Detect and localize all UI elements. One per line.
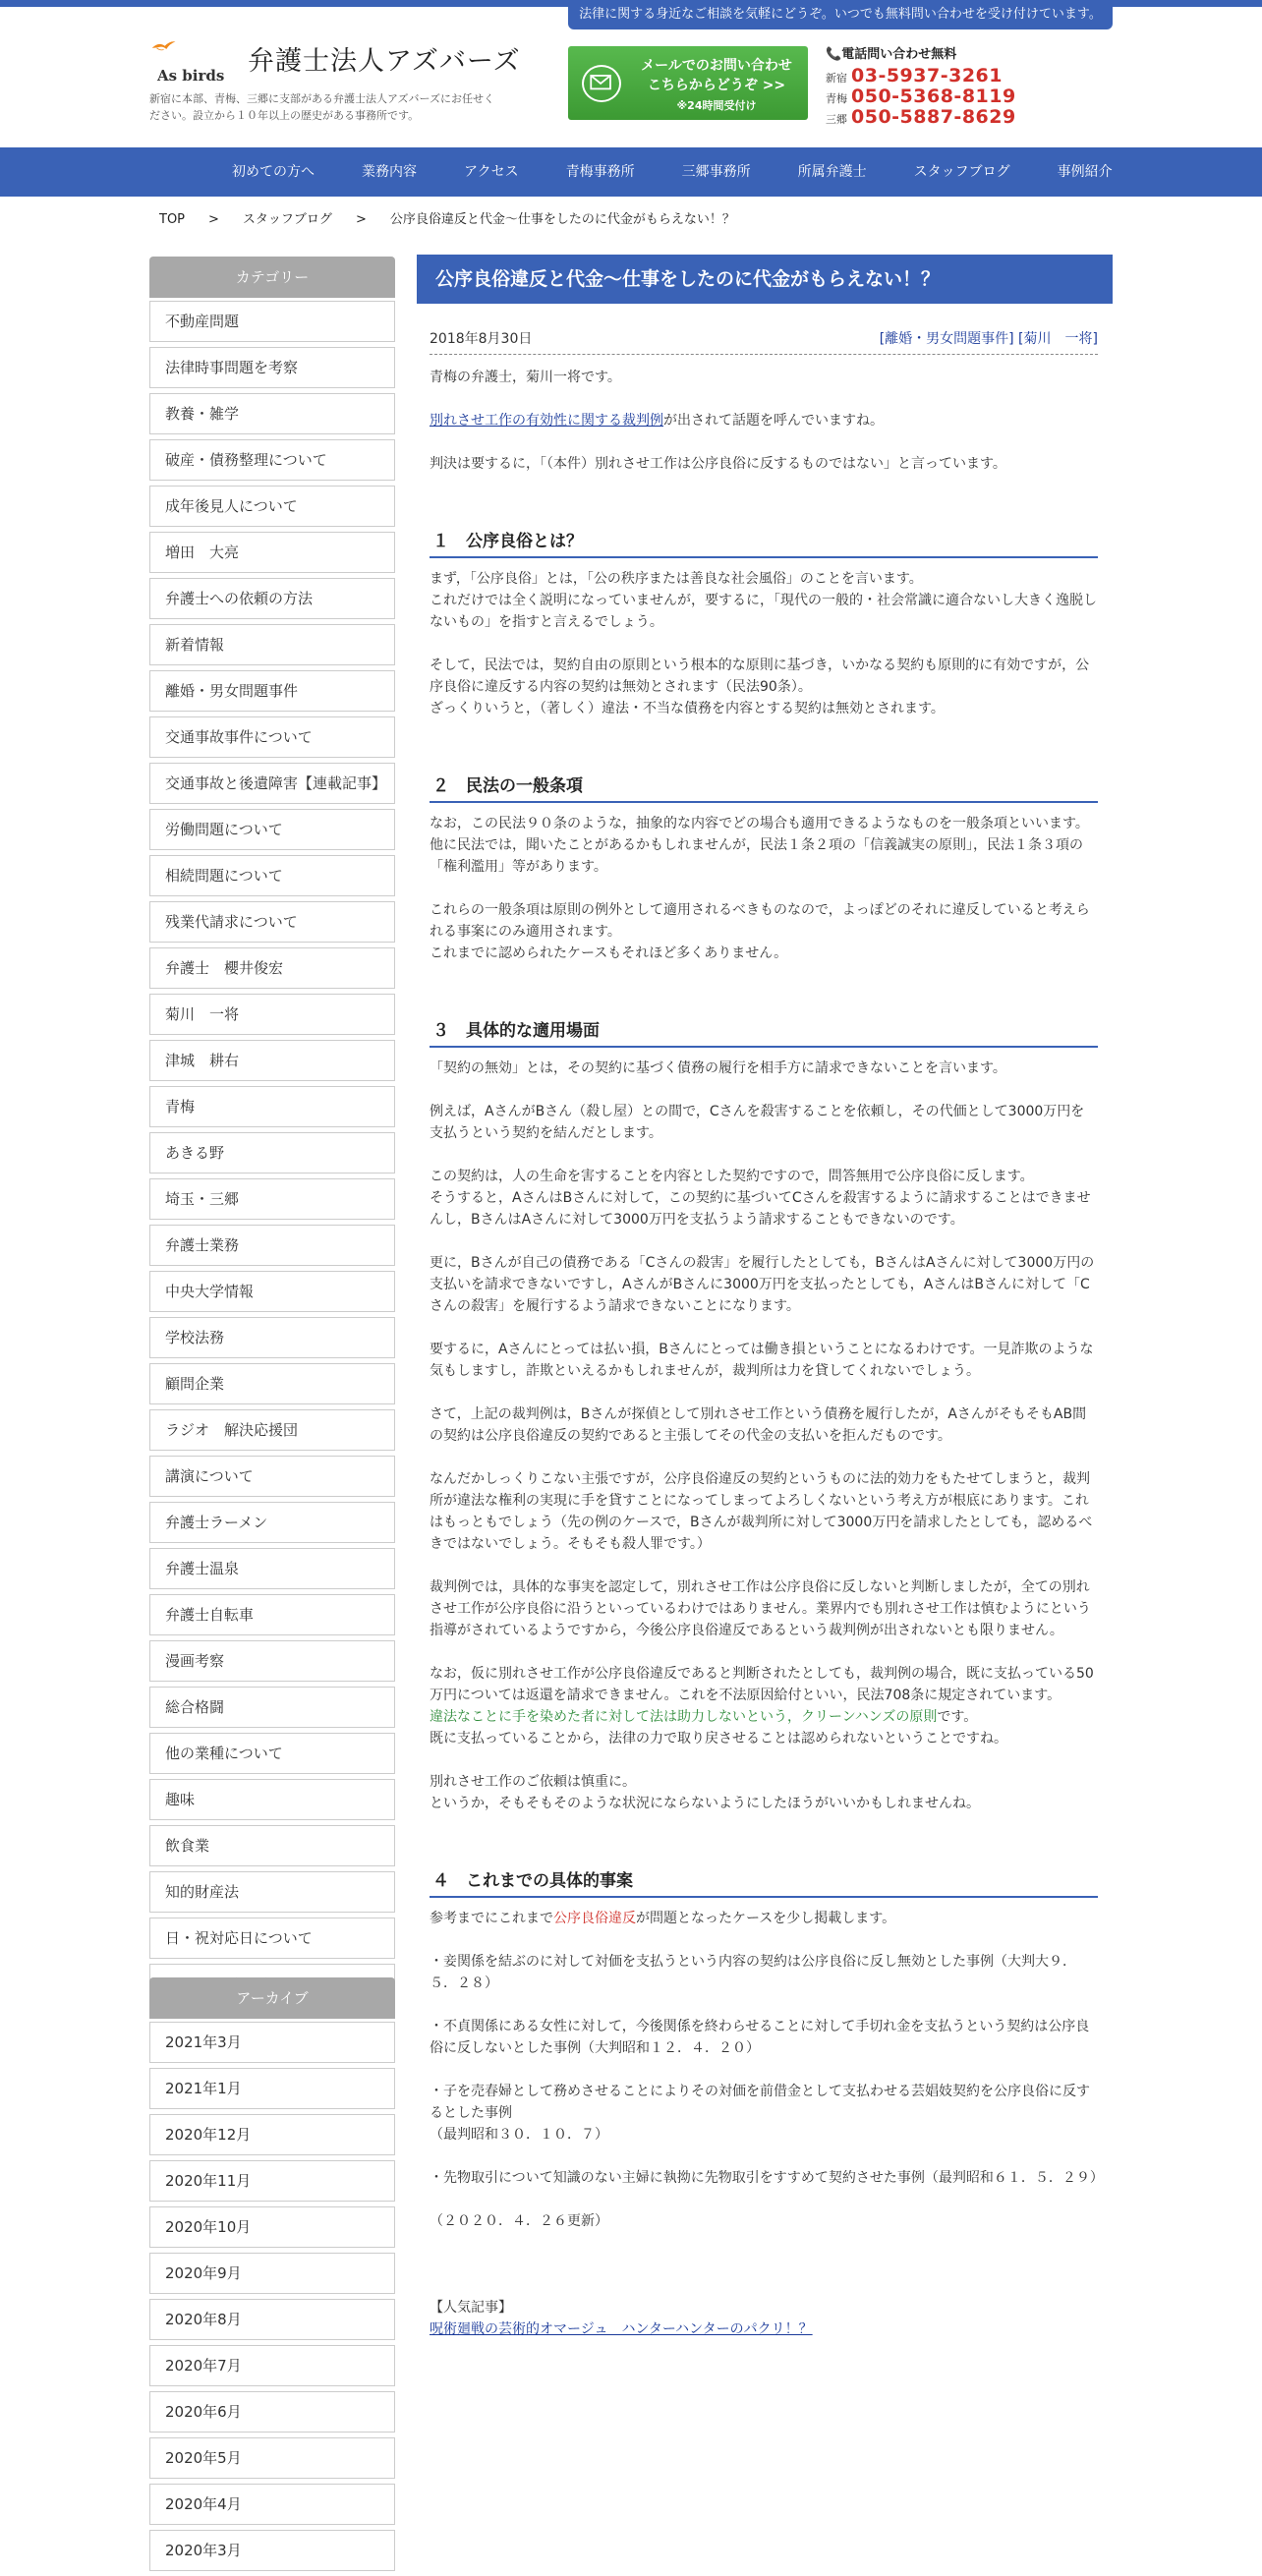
archive-item[interactable]: 2020年9月: [149, 2253, 395, 2294]
nav-item[interactable]: 三郷事務所: [681, 164, 751, 180]
article-meta: [430, 327, 1098, 355]
archive-heading: アーカイブ: [149, 1977, 395, 2019]
paragraph: [430, 1079, 1098, 1101]
category-item[interactable]: 破産・債務整理について: [149, 439, 395, 481]
paragraph: [430, 1144, 1098, 1166]
paragraph: 別れさせ工作のご依頼は慎重に。: [430, 1774, 636, 1790]
category-item[interactable]: 成年後見人について: [149, 486, 395, 527]
breadcrumb-blog[interactable]: スタッフブログ: [242, 212, 332, 227]
paragraph: [430, 1994, 1098, 2016]
paragraph: 他に民法では，聞いたことがあるかもしれませんが，民法１条２項の「信義誠実の原則」，民法１条３項の「権利濫用」等があります。: [430, 837, 1083, 875]
paragraph: [430, 2189, 1098, 2210]
phone-number[interactable]: 03-5937-3261: [851, 65, 1003, 86]
firm-description: 新宿に本部、青梅、三郷に支部がある弁護士法人アズバーズにお任せください。設立から１０年以上の歴史がある事務所です。: [149, 92, 495, 122]
article-header: [417, 255, 1113, 304]
popular-article-link[interactable]: 呪術廻戦の芸術的オマージュ ハンターハンターのパクリ！？: [430, 2321, 813, 2337]
section-heading: ３ 具体的な適用場面: [430, 1016, 1098, 1048]
archive-item[interactable]: 2021年1月: [149, 2068, 395, 2109]
paragraph: なお，仮に別れさせ工作が公序良俗違反であると判断されたとしても，裁判例の場合，既に支払っている50万円については返還を請求できません。これを不法原因給付といい，民法708条に規定されています。: [430, 1666, 1094, 1703]
firm-name[interactable]: 弁護士法人アズバーズ: [248, 46, 521, 77]
paragraph: [430, 2059, 1098, 2081]
paragraph: というか，そもそもそのような状況にならないようにしたほうがいいかもしれませんね。: [430, 1796, 980, 1811]
section-body: [430, 1929, 1104, 2232]
paragraph: です。: [937, 1709, 978, 1725]
category-item[interactable]: 漫画考察: [149, 1640, 395, 1682]
archive-item[interactable]: 2020年12月: [149, 2114, 395, 2155]
nav-item[interactable]: 業務内容: [362, 164, 417, 180]
category-item[interactable]: 相続問題について: [149, 855, 395, 896]
section-heading: ４ これまでの具体的事案: [430, 1866, 1098, 1898]
category-item[interactable]: 総合格闘: [149, 1687, 395, 1728]
section-body: [430, 1728, 1098, 1814]
paragraph: 「契約の無効」とは，その契約に基づく債務の履行を相手方に請求できないことを言います。: [430, 1060, 1006, 1076]
section-body: [430, 568, 1098, 719]
paragraph: （２０２０．４．２６更新）: [430, 2213, 608, 2229]
phone-label: 新宿: [826, 72, 847, 85]
category-item[interactable]: 交通事故と後遺障害【連載記事】: [149, 763, 395, 804]
archive-item[interactable]: 2021年3月: [149, 2022, 395, 2063]
category-item[interactable]: 日・祝対応日について: [149, 1918, 395, 1959]
paragraph: なんだかしっくりこない主張ですが，公序良俗違反の契約というものに法的効力をもたせてしまうと，裁判所が違法な権利の実現に手を貸すことになってしまってよろしくないという考え方が根底にあります。これはもっともでしょう（先の例のケースで，Bさんが裁判所に対して3000万円を請求したとしても，認めるべきではないでしょう。そもそも殺人罪です。）: [430, 1471, 1093, 1552]
paragraph: [430, 1749, 1098, 1771]
category-item[interactable]: 残業代請求について: [149, 901, 395, 943]
paragraph: [430, 1929, 1098, 1951]
mail-line1: メールでのお問い合わせ: [641, 58, 792, 74]
category-item[interactable]: ラジオ 解決応援団: [149, 1409, 395, 1451]
category-item[interactable]: 津城 耕右: [149, 1040, 395, 1081]
logo-brand: As birds: [157, 67, 225, 85]
case-link[interactable]: 別れさせ工作の有効性に関する裁判例: [430, 413, 663, 429]
archive-item[interactable]: 2020年6月: [149, 2391, 395, 2433]
category-item[interactable]: 中央大学情報: [149, 1271, 395, 1312]
paragraph: が問題となったケースを少し掲載します。: [636, 1911, 896, 1926]
category-item[interactable]: 法律時事問題を考察: [149, 347, 395, 388]
category-item[interactable]: 知的財産法: [149, 1871, 395, 1913]
phone-head: 電話問い合わせ無料: [841, 47, 957, 62]
paragraph: そして，民法では，契約自由の原則という根本的な原則に基づき，いかなる契約も原則的に有効ですが，公序良俗に違反する内容の契約は無効とされます（民法90条）。: [430, 658, 1090, 695]
section-body: [430, 813, 1098, 964]
paragraph: [430, 1447, 1098, 1468]
intro-text: 判決は要するに，「（本件）別れさせ工作は公序良俗に反するものではない」と言っています。: [430, 456, 1006, 472]
paragraph: 参考までにこれまで: [430, 1911, 553, 1926]
category-item[interactable]: 不動産問題: [149, 301, 395, 342]
paragraph: 更に，Bさんが自己の債務である「Cさんの殺害」を履行したとしても，BさんはAさんに対して3000万円の支払いを請求できないですし，AさんがBさんに3000万円を支払ったとしても，AさんはBさんに対して「Cさんの殺害」を履行するよう請求できないことになります。: [430, 1255, 1095, 1314]
category-item[interactable]: 弁護士自転車: [149, 1594, 395, 1635]
paragraph: [430, 633, 1098, 655]
category-item[interactable]: 菊川 一将: [149, 994, 395, 1035]
category-item[interactable]: 弁護士 櫻井俊宏: [149, 947, 395, 989]
breadcrumb-current: 公序良俗違反と代金～仕事をしたのに代金がもらえない！？: [389, 212, 735, 227]
phone-number[interactable]: 050-5887-8629: [851, 106, 1016, 128]
paragraph: この契約は，人の生命を害することを内容とした契約ですので，問答無用で公序良俗に反します。: [430, 1169, 1034, 1184]
breadcrumb: [159, 209, 735, 231]
paragraph: まず，「公序良俗」とは，「公の秩序または善良な社会風俗」のことを言います。: [430, 571, 923, 587]
paragraph: ・不貞関係にある女性に対して，今後関係を終わらせることに対して手切れ金を支払うという契約は公序良俗に反しないとした事例（大判昭和１２．４．２０）: [430, 2019, 1090, 2056]
popular-heading: 【人気記事】: [430, 2300, 512, 2316]
category-item[interactable]: 飲食業: [149, 1825, 395, 1866]
archive-item[interactable]: 2020年7月: [149, 2345, 395, 2386]
paragraph: （最判昭和３０．１０．７）: [430, 2127, 608, 2143]
breadcrumb-top[interactable]: TOP: [159, 212, 186, 227]
nav-item[interactable]: 青梅事務所: [565, 164, 635, 180]
paragraph: 裁判例では，具体的な事実を認定して，別れさせ工作は公序良俗に反しないと判断しましたが，全ての別れさせ工作が公序良俗に沿うといっているわけではありません。業界内でも別れさせ工作は慎むようにという指導がされているようですから，今後公序良俗違反であるという裁判例が出されないとも限りません。: [430, 1579, 1091, 1638]
archive-item[interactable]: 2020年8月: [149, 2299, 395, 2340]
paragraph: ざっくりいうと，（著しく）違法・不当な債務を内容とする契約は無効とされます。: [430, 701, 945, 716]
category-list: [149, 301, 395, 2010]
phone-label: 三郷: [826, 113, 847, 126]
nav-item[interactable]: アクセス: [464, 164, 519, 180]
article-body: [430, 327, 1104, 2340]
article-tags[interactable]: [離婚・男女問題事件] [菊川 一将]: [879, 331, 1098, 347]
category-item[interactable]: あきる野: [149, 1132, 395, 1174]
mail-line3: ※24時間受付け: [676, 99, 757, 112]
paragraph: [430, 1317, 1098, 1339]
keyword-highlight: 公序良俗違反: [553, 1911, 636, 1926]
category-item[interactable]: 新着情報: [149, 624, 395, 665]
nav-item[interactable]: 初めての方へ: [232, 164, 315, 180]
archive-item[interactable]: 2020年4月: [149, 2484, 395, 2525]
paragraph: これまでに認められたケースもそれほど多くありません。: [430, 945, 788, 961]
paragraph: ・先物取引について知識のない主婦に執拗に先物取引をすすめて契約させた事例（最判昭和６１．５．２９）: [430, 2170, 1104, 2186]
section-body: [430, 1058, 1098, 1706]
breadcrumb-sep: >: [208, 212, 219, 227]
mail-icon: [582, 65, 621, 102]
category-item[interactable]: 離婚・男女問題事件: [149, 670, 395, 712]
category-item[interactable]: 趣味: [149, 1779, 395, 1820]
archive-item[interactable]: 2020年11月: [149, 2160, 395, 2202]
category-item[interactable]: 増田 大亮: [149, 532, 395, 573]
paragraph: ・妾関係を結ぶのに対して対価を支払うという内容の契約は公序良俗に反し無効とした事例（大判大９．５．２８）: [430, 1954, 1076, 1991]
archive-item[interactable]: 2020年5月: [149, 2437, 395, 2479]
category-heading: カテゴリー: [149, 257, 395, 298]
paragraph: [430, 2146, 1098, 2167]
category-item[interactable]: 弁護士ラーメン: [149, 1502, 395, 1543]
paragraph: ・子を売春婦として務めさせることによりその対価を前借金として支払わせる芸娼妓契約を公序良俗に反するとした事例: [430, 2084, 1090, 2121]
nav-item[interactable]: 事例紹介: [1057, 164, 1113, 180]
category-item[interactable]: 学校法務: [149, 1317, 395, 1358]
header-notice: 法律に関する身近なご相談を気軽にどうぞ。いつでも無料問い合わせを受け付けています。: [568, 0, 1113, 29]
intro-text: 青梅の弁護士，菊川一将です。: [430, 370, 621, 385]
category-item[interactable]: 講演について: [149, 1456, 395, 1497]
article-date: 2018年8月30日: [430, 331, 533, 347]
category-item[interactable]: 他の業種について: [149, 1733, 395, 1774]
paragraph: 例えば，AさんがBさん（殺し屋）との間で，Cさんを殺害することを依頼し，その代価として3000万円を支払うという契約を結んだとします。: [430, 1104, 1085, 1141]
mail-contact-button[interactable]: [568, 46, 808, 120]
phone-icon: 📞: [826, 47, 842, 62]
category-item[interactable]: 弁護士業務: [149, 1225, 395, 1266]
category-item[interactable]: 弁護士温泉: [149, 1548, 395, 1589]
phone-label: 青梅: [826, 92, 847, 105]
paragraph: [430, 1555, 1098, 1576]
paragraph: そうすると，AさんはBさんに対して，この契約に基づいてCさんを殺害するように請求することはできませんし，BさんはAさんに対して3000万円を支払うよう請求することもできないのです。: [430, 1190, 1091, 1228]
paragraph: [430, 878, 1098, 899]
section-heading: ２ 民法の一般条項: [430, 772, 1098, 803]
category-item[interactable]: 青梅: [149, 1086, 395, 1127]
paragraph: [430, 1382, 1098, 1403]
paragraph: 要するに，Aさんにとっては払い損，Bさんにとっては働き損ということになるわけです。一見詐欺のような気もしますし，詐欺といえるかもしれませんが，裁判所は力を貸してくれないでしょう。: [430, 1342, 1094, 1379]
category-item[interactable]: 顧問企業: [149, 1363, 395, 1404]
intro-text: が出されて話題を呼んでいますね。: [663, 413, 884, 429]
category-item[interactable]: 労働問題について: [149, 809, 395, 850]
category-item[interactable]: 埼玉・三郷: [149, 1178, 395, 1220]
category-item[interactable]: 交通事故事件について: [149, 716, 395, 758]
phone-block: [826, 43, 1022, 127]
phone-number[interactable]: 050-5368-8119: [851, 86, 1016, 107]
article-title: 公序良俗違反と代金～仕事をしたのに代金がもらえない！？: [417, 255, 1113, 304]
paragraph: 既に支払っていることから，法律の力で取り戻させることは認められないということですね。: [430, 1731, 1007, 1746]
nav-item[interactable]: スタッフブログ: [913, 164, 1010, 180]
breadcrumb-sep: >: [355, 212, 367, 227]
archive-item[interactable]: 2020年10月: [149, 2206, 395, 2248]
category-item[interactable]: 教養・雑学: [149, 393, 395, 434]
main-nav: [0, 147, 1262, 197]
section-heading: １ 公序良俗とは？: [430, 527, 1098, 558]
category-item[interactable]: 弁護士への依頼の方法: [149, 578, 395, 619]
mail-line2: こちらからどうぞ >>: [647, 78, 786, 93]
archive-list: [149, 2022, 395, 2576]
clean-hands-text: 違法なことに手を染めた者に対して法は助力しないという，クリーンハンズの原則: [430, 1709, 938, 1725]
archive-item[interactable]: 2020年3月: [149, 2530, 395, 2571]
nav-item[interactable]: 所属弁護士: [797, 164, 867, 180]
paragraph: [430, 1641, 1098, 1663]
paragraph: これだけでは全く説明になっていませんが，要するに，「現代の一般的・社会常識に適合ないし大きく逸脱しないもの」を指すと言えるでしょう。: [430, 593, 1097, 630]
paragraph: [430, 1231, 1098, 1252]
paragraph: これらの一般条項は原則の例外として適用されるべきものなので，よっぽどのそれに違反していると考えられる事案にのみ適用されます。: [430, 902, 1090, 940]
paragraph: なお，この民法９０条のような，抽象的な内容でどの場合も適用できるようなものを一般条項といいます。: [430, 816, 1089, 831]
paragraph: さて，上記の裁判例は，Bさんが探偵として別れさせ工作という債務を履行したが，AさんがそもそもAB間の契約は公序良俗違反の契約であると主張してその代金の支払いを拒んだものです。: [430, 1406, 1087, 1444]
